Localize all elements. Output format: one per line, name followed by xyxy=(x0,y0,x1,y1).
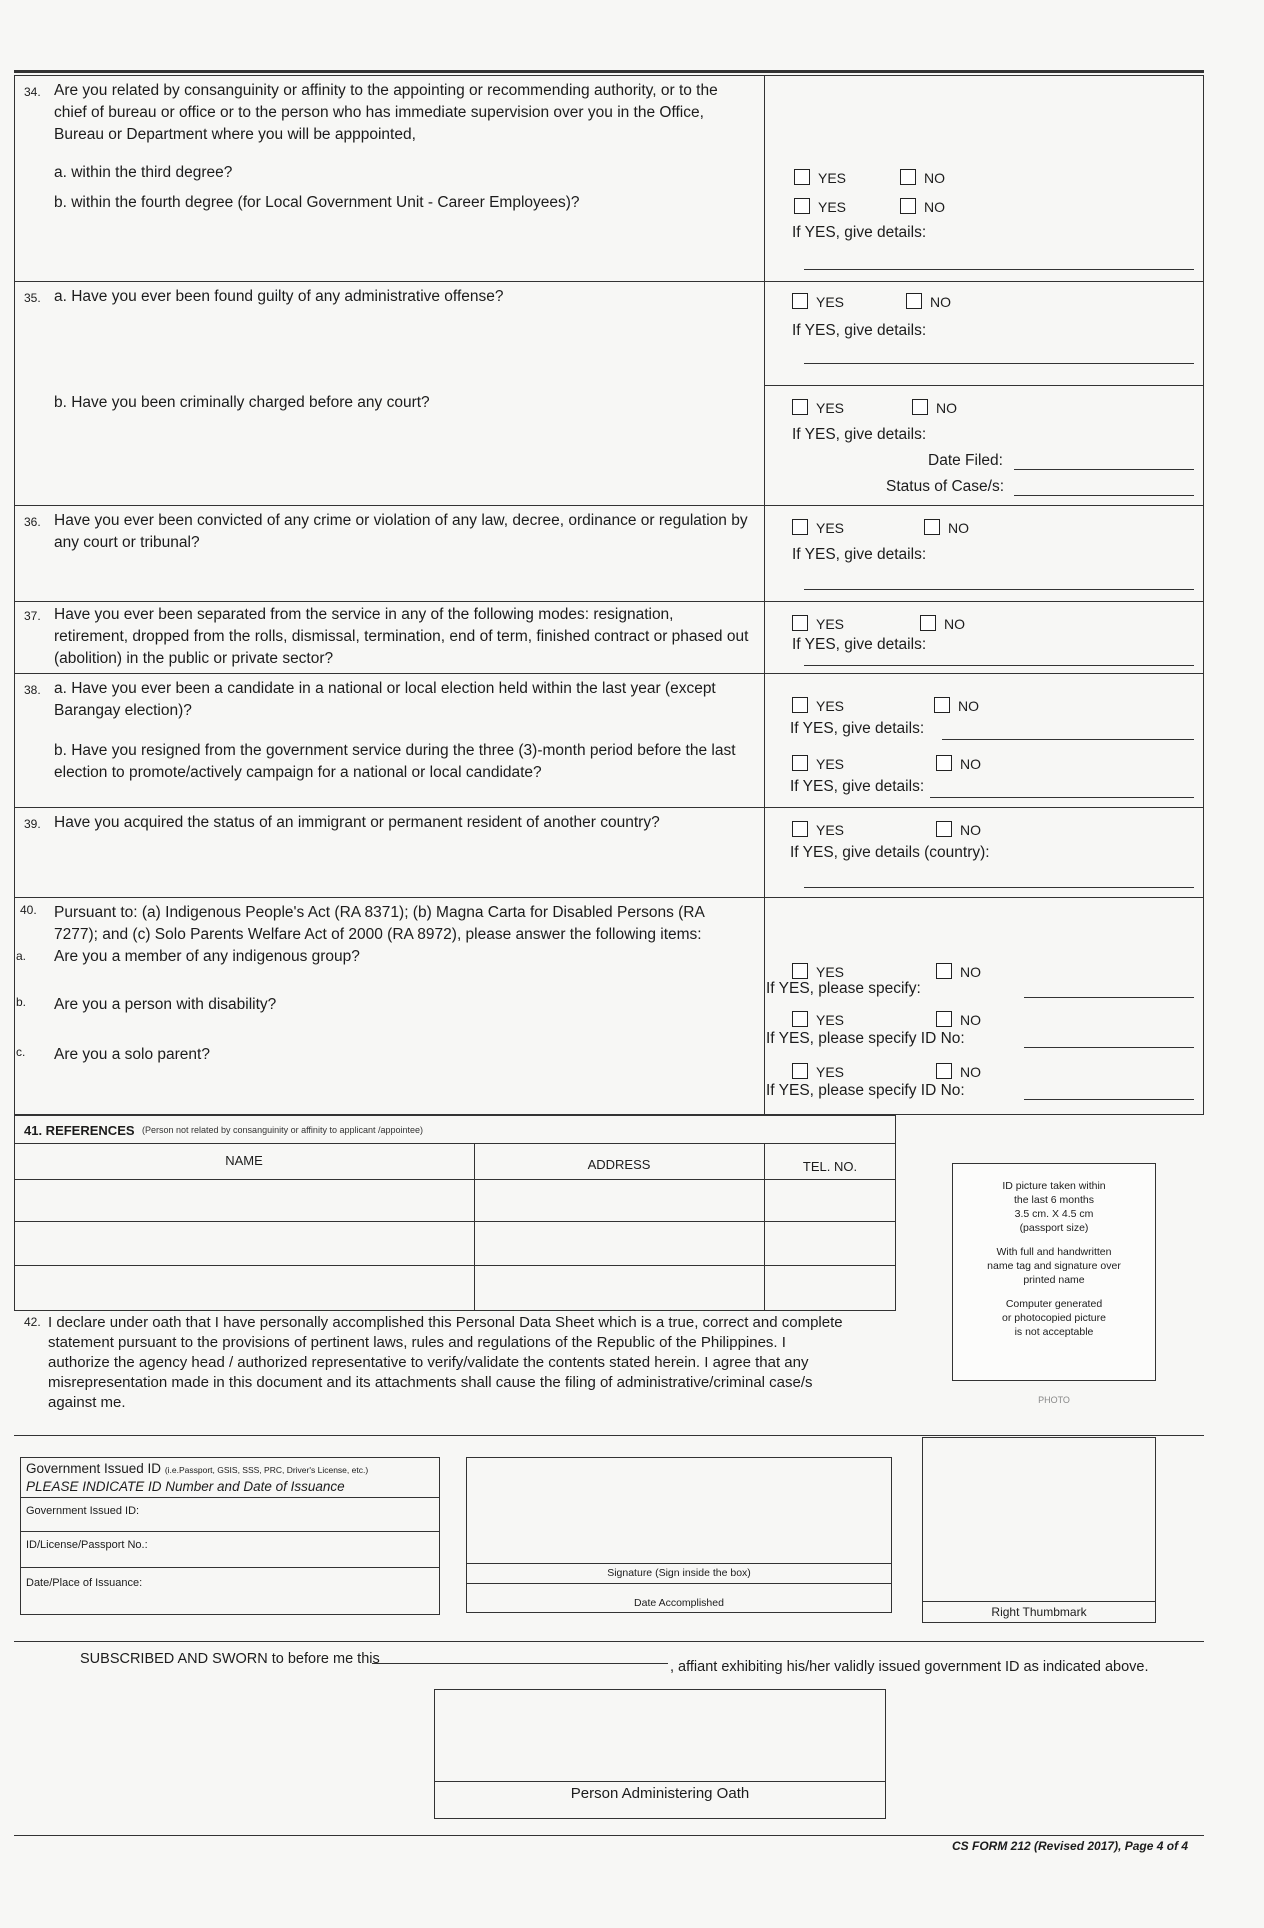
q36-details-label: If YES, give details: xyxy=(792,546,927,563)
q40-item-a: Are you a member of any indigenous group? xyxy=(54,948,360,965)
checkbox-icon xyxy=(792,293,808,309)
government-id-title: Government Issued ID (i.e.Passport, GSIS, SSS, PRC, Driver's License, etc.) xyxy=(26,1461,369,1476)
q39-no-option[interactable]: NO xyxy=(936,821,981,838)
q37-text-2: retirement, dropped from the rolls, dismissal, termination, end of term, finished contract or phased out xyxy=(54,628,749,645)
q37-text-1: Have you ever been separated from the service in any of the following modes: resignation, xyxy=(54,606,674,623)
checkbox-icon xyxy=(792,399,808,415)
references-col-address: ADDRESS xyxy=(587,1157,651,1172)
signature-box[interactable] xyxy=(466,1457,892,1613)
q39-divider xyxy=(14,897,1204,898)
answer-column-divider xyxy=(764,75,765,1115)
signature-label: Signature (Sign inside the box) xyxy=(607,1567,751,1579)
q40c-letter: c. xyxy=(16,1045,26,1059)
q38-number: 38. xyxy=(24,683,41,697)
q34-item-a: a. within the third degree? xyxy=(54,164,233,181)
q40a-yes-option[interactable]: YES xyxy=(792,963,844,980)
govid-number-label: ID/License/Passport No.: xyxy=(26,1539,148,1551)
q40c-no-option[interactable]: NO xyxy=(936,1063,981,1080)
q40b-no-option[interactable]: NO xyxy=(936,1011,981,1028)
govid-header-divider xyxy=(20,1497,440,1498)
q38-item-a-1: a. Have you ever been a candidate in a national or local election held within the last year (except xyxy=(54,680,716,697)
checkbox-icon xyxy=(792,755,808,771)
q34a-yes-option[interactable]: YES xyxy=(794,169,846,186)
q40c-details-field[interactable] xyxy=(1024,1099,1194,1100)
q40-item-b: Are you a person with disability? xyxy=(54,996,277,1013)
q36-text-1: Have you ever been convicted of any crime or violation of any law, decree, ordinance or regulation by xyxy=(54,512,748,529)
q37-number: 37. xyxy=(24,609,41,623)
q37-yes-option[interactable]: YES xyxy=(792,615,844,632)
references-row-2[interactable] xyxy=(14,1265,896,1266)
references-col-name: NAME xyxy=(225,1153,263,1168)
q40b-details-label: If YES, please specify ID No: xyxy=(766,1030,965,1047)
q36-no-option[interactable]: NO xyxy=(924,519,969,536)
q42-divider xyxy=(14,1435,1204,1436)
q38a-no-option[interactable]: NO xyxy=(934,697,979,714)
oath-date-field[interactable] xyxy=(372,1663,668,1664)
q38-item-b-1: b. Have you resigned from the government service during the three (3)-month period before the last xyxy=(54,742,736,759)
q36-number: 36. xyxy=(24,515,41,529)
footer-divider xyxy=(14,1835,1204,1836)
q35-divider xyxy=(14,505,1204,506)
q37-text-3: (abolition) in the public or private sector? xyxy=(54,650,334,667)
q40a-details-label: If YES, please specify: xyxy=(766,980,921,997)
checkbox-icon xyxy=(934,697,950,713)
q39-details-field[interactable] xyxy=(804,887,1194,888)
q40b-yes-option[interactable]: YES xyxy=(792,1011,844,1028)
q35a-no-option[interactable]: NO xyxy=(906,293,951,310)
checkbox-icon xyxy=(792,1063,808,1079)
checkbox-icon xyxy=(936,1011,952,1027)
govid-number-field[interactable] xyxy=(20,1567,440,1568)
q40-text-2: 7277); and (c) Solo Parents Welfare Act of 2000 (RA 8972), please answer the following items: xyxy=(54,926,702,943)
q35b-no-option[interactable]: NO xyxy=(912,399,957,416)
q35b-details-label: If YES, give details: xyxy=(792,426,927,443)
q39-number: 39. xyxy=(24,817,41,831)
checkbox-icon xyxy=(920,615,936,631)
checkbox-icon xyxy=(792,1011,808,1027)
q40-number: 40. xyxy=(20,903,37,917)
q36-details-field[interactable] xyxy=(804,589,1194,590)
references-note: (Person not related by consanguinity or affinity to applicant /appointee) xyxy=(142,1125,424,1135)
references-row-1[interactable] xyxy=(14,1221,896,1222)
q40-item-c: Are you a solo parent? xyxy=(54,1046,210,1063)
q34b-yes-option[interactable]: YES xyxy=(794,198,846,215)
oath-administrator-label: Person Administering Oath xyxy=(570,1785,750,1802)
q35a-yes-option[interactable]: YES xyxy=(792,293,844,310)
date-accomplished-field[interactable] xyxy=(466,1583,892,1584)
checkbox-icon xyxy=(912,399,928,415)
form-footer: CS FORM 212 (Revised 2017), Page 4 of 4 xyxy=(952,1839,1189,1853)
checkbox-icon xyxy=(792,615,808,631)
checkbox-icon xyxy=(936,1063,952,1079)
q38b-details-label: If YES, give details: xyxy=(790,778,925,795)
q39-details-label: If YES, give details (country): xyxy=(790,844,990,861)
q35-number: 35. xyxy=(24,291,41,305)
q34a-no-option[interactable]: NO xyxy=(900,169,945,186)
q34-details-field[interactable] xyxy=(804,269,1194,270)
q40c-details-label: If YES, please specify ID No: xyxy=(766,1082,965,1099)
thumbmark-label: Right Thumbmark xyxy=(991,1605,1087,1619)
oath-prefix: SUBSCRIBED AND SWORN to before me this xyxy=(80,1651,380,1667)
q35-date-filed-label: Date Filed: xyxy=(928,452,1003,469)
q39-yes-option[interactable]: YES xyxy=(792,821,844,838)
q35a-details-label: If YES, give details: xyxy=(792,322,927,339)
govid-issuance-label: Date/Place of Issuance: xyxy=(26,1577,143,1589)
thumbmark-divider xyxy=(922,1601,1156,1602)
q38a-yes-option[interactable]: YES xyxy=(792,697,844,714)
q35-status-label: Status of Case/s: xyxy=(886,478,1005,495)
q38b-yes-option[interactable]: YES xyxy=(792,755,844,772)
checkbox-icon xyxy=(794,198,810,214)
q40c-yes-option[interactable]: YES xyxy=(792,1063,844,1080)
q40b-details-field[interactable] xyxy=(1024,1047,1194,1048)
q39-text: Have you acquired the status of an immigrant or permanent resident of another country? xyxy=(54,814,660,831)
checkbox-icon xyxy=(936,755,952,771)
pds-page xyxy=(14,70,1204,1853)
checkbox-icon xyxy=(792,697,808,713)
q36-divider xyxy=(14,601,1204,602)
q38a-details-field[interactable] xyxy=(942,739,1194,740)
q40a-no-option[interactable]: NO xyxy=(936,963,981,980)
q34-number: 34. xyxy=(24,85,41,99)
q35b-yes-option[interactable]: YES xyxy=(792,399,844,416)
checkbox-icon xyxy=(936,963,952,979)
checkbox-icon xyxy=(792,821,808,837)
q36-text-2: any court or tribunal? xyxy=(54,534,200,551)
q37-details-field[interactable] xyxy=(804,665,1194,666)
q34-item-b: b. within the fourth degree (for Local Government Unit - Career Employees)? xyxy=(54,194,580,211)
references-header-divider xyxy=(14,1179,896,1180)
q34-divider xyxy=(14,281,1204,282)
references-title: 41. REFERENCES xyxy=(24,1123,135,1138)
q35-answer-divider xyxy=(764,385,1204,386)
q34-text-2: chief of bureau or office or to the person who has immediate supervision over you in the Office, xyxy=(54,104,704,121)
govid-type-field[interactable] xyxy=(20,1531,440,1532)
q37-no-option[interactable]: NO xyxy=(920,615,965,632)
oath-divider xyxy=(14,1641,1204,1642)
q35-date-filed-field[interactable] xyxy=(1014,469,1194,470)
q38b-no-option[interactable]: NO xyxy=(936,755,981,772)
q38-divider xyxy=(14,807,1204,808)
q38-item-a-2: Barangay election)? xyxy=(54,702,192,719)
oath-administrator-divider xyxy=(434,1781,886,1782)
q40b-letter: b. xyxy=(16,995,27,1009)
checkbox-icon xyxy=(906,293,922,309)
checkbox-icon xyxy=(900,169,916,185)
checkbox-icon xyxy=(794,169,810,185)
id-photo-instructions: ID picture taken within the last 6 months 3.5 cm. X 4.5 cm (passport size) With full and handwritten name tag and signature over printed name Computer generated or photocopied picture is not acceptable xyxy=(987,1180,1121,1338)
checkbox-icon xyxy=(792,519,808,535)
q38a-details-label: If YES, give details: xyxy=(790,720,925,737)
q42-declaration: I declare under oath that I have personally accomplished this Personal Data Sheet which is a true, correct and complete statement pursuant to the provisions of pertinent laws, rules and regulations of the Republic of the Philippines. I authorize the agency head / authorized representative to verify/validate the contents stated herein. I agree that any misrepresentation made in this document and its attachments shall cause the filing of administrative/criminal case/s against me. xyxy=(48,1314,843,1411)
references-col-divider-2 xyxy=(764,1143,765,1311)
q34-text-1: Are you related by consanguinity or affinity to the appointing or recommending authority, or to the xyxy=(54,82,718,99)
checkbox-icon xyxy=(936,821,952,837)
q38b-details-field[interactable] xyxy=(930,797,1194,798)
references-col-tel: TEL. NO. xyxy=(802,1159,858,1174)
q35-item-b: b. Have you been criminally charged before any court? xyxy=(54,394,430,411)
q36-yes-option[interactable]: YES xyxy=(792,519,844,536)
checkbox-icon xyxy=(900,198,916,214)
oath-suffix: , affiant exhibiting his/her validly issued government ID as indicated above. xyxy=(670,1659,1149,1675)
government-id-subtitle: PLEASE INDICATE ID Number and Date of Issuance xyxy=(26,1479,345,1494)
q42-number: 42. xyxy=(24,1315,41,1329)
q37-details-label: If YES, give details: xyxy=(792,636,927,653)
q34-text-3: Bureau or Department where you will be apppointed, xyxy=(54,126,416,143)
date-accomplished-label: Date Accomplished xyxy=(634,1597,724,1609)
q34b-no-option[interactable]: NO xyxy=(900,198,945,215)
q35-status-field[interactable] xyxy=(1014,495,1194,496)
signature-divider xyxy=(466,1563,892,1564)
govid-type-label: Government Issued ID: xyxy=(26,1505,140,1517)
thumbmark-box[interactable] xyxy=(922,1437,1156,1623)
q40-text-1: Pursuant to: (a) Indigenous People's Act (RA 8371); (b) Magna Carta for Disabled Persons (RA xyxy=(54,904,705,921)
q37-divider xyxy=(14,673,1204,674)
q35-item-a: a. Have you ever been found guilty of any administrative offense? xyxy=(54,288,504,305)
checkbox-icon xyxy=(924,519,940,535)
q34-details-label: If YES, give details: xyxy=(792,224,927,241)
checkbox-icon xyxy=(792,963,808,979)
q40a-letter: a. xyxy=(16,949,27,963)
q40a-details-field[interactable] xyxy=(1024,997,1194,998)
q38-item-b-2: election to promote/actively campaign for a national or local candidate? xyxy=(54,764,542,781)
photo-caption: PHOTO xyxy=(1038,1395,1070,1405)
references-col-divider-1 xyxy=(474,1143,475,1311)
q35a-details-field[interactable] xyxy=(804,363,1194,364)
